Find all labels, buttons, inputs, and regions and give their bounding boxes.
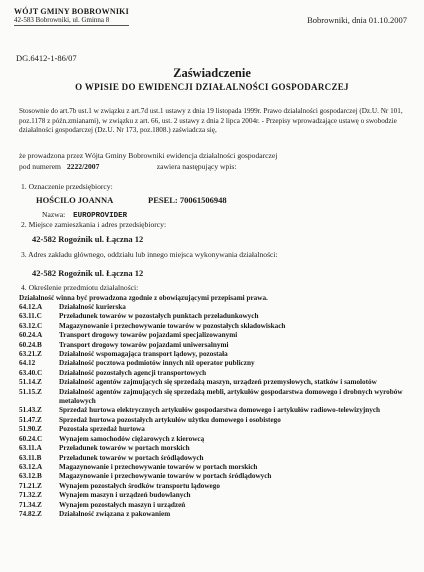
section-1-label: 1. Oznaczenie przedsiębiorcy: bbox=[21, 182, 113, 191]
activity-row bbox=[19, 406, 411, 415]
activity-row bbox=[19, 482, 411, 491]
activity-code: 71.34.Z bbox=[19, 500, 42, 509]
activity-description: Działalność agentów zajmujących się sprzedażą maszyn, urządzeń przemysłowych, statków i samolotów bbox=[59, 378, 377, 387]
activity-description: Działalność pocztowa podmiotów innych niż operator publiczny bbox=[59, 359, 255, 368]
activity-code: 51.47.Z bbox=[19, 415, 42, 424]
confirm-line-2-tail: zawiera następujący wpis: bbox=[156, 162, 237, 171]
activity-row bbox=[19, 463, 411, 472]
activity-description: Transport drogowy towarów pojazdami uniwersalnymi bbox=[59, 340, 229, 349]
activity-row bbox=[19, 510, 411, 519]
business-address: 42-582 Rogoźnik ul. Łączna 12 bbox=[32, 268, 144, 278]
activity-code: 51.15.Z bbox=[19, 387, 42, 396]
activity-description: Działalność agentów zajmujących się sprzedażą mebli, artykułów gospodarstwa domowego i drobnych wyrobów metalowych bbox=[59, 387, 403, 406]
activity-code: 74.82.Z bbox=[19, 509, 42, 518]
activity-code: 63.11.C bbox=[19, 312, 42, 321]
activity-description: Wynajem maszyn i urządzeń budowlanych bbox=[59, 491, 191, 500]
activity-code: 63.12.C bbox=[19, 321, 43, 330]
activity-description: Wynajem pozostałych maszyn i urządzeń bbox=[59, 500, 186, 509]
activity-code: 60.24.A bbox=[19, 331, 43, 340]
activity-code: 51.90.Z bbox=[19, 425, 42, 434]
activity-row bbox=[19, 472, 411, 481]
activity-row bbox=[19, 341, 411, 350]
activity-code: 64.12.A bbox=[19, 303, 43, 311]
section-4-label: 4. Określenie przedmiotu działalności: bbox=[21, 283, 139, 292]
activity-row bbox=[19, 416, 411, 425]
activity-row bbox=[19, 425, 411, 434]
section-3-label: 3. Adres zakładu głównego, oddziału lub innego miejsca wykonywania działalności: bbox=[21, 250, 278, 259]
activity-code: 71.32.Z bbox=[19, 491, 42, 500]
pesel-field bbox=[148, 195, 227, 205]
activity-code: 60.24.B bbox=[19, 340, 42, 349]
issuer-stamp bbox=[14, 7, 129, 26]
activity-code: 51.14.Z bbox=[19, 378, 42, 387]
activity-row bbox=[19, 369, 411, 378]
pesel-label: PESEL: bbox=[148, 195, 178, 205]
activity-row bbox=[19, 435, 411, 444]
activity-code: 63.12.B bbox=[19, 472, 42, 481]
activity-description: Przeładunek towarów w pozostałych punktach przeładunkowych bbox=[59, 312, 259, 321]
activity-description: Magazynowanie i przechowywanie towarów w portach śródlądowych bbox=[59, 472, 272, 481]
company-name-label: Nazwa: bbox=[42, 210, 66, 219]
legal-basis-text: Stosownie do art.7b ust.1 w związku z art.7d ust.1 ustawy z dnia 19 listopada 1999r. Prawo działalności gospodarczej (Dz.U. Nr 101, poz.1178 z późn.zmianami), w związku z art. 66, ust. 2 ustawy z dnia 2 lipca 2004r. - Przepisy wprowadzające ustawę o swobodzie działalności gospodarczej (Dz.U. Nr 173, poz.1808.) zaświadcza się, bbox=[19, 107, 403, 134]
activity-code: 63.11.B bbox=[19, 453, 42, 462]
activity-description: Działalność związana z pakowaniem bbox=[59, 509, 171, 518]
confirm-line-2 bbox=[19, 162, 236, 171]
activity-row bbox=[19, 350, 411, 359]
activity-code: 60.24.C bbox=[19, 434, 43, 443]
owner-name: HOŚCILO JOANNA bbox=[36, 195, 114, 205]
activity-description: Magazynowanie i przechowywanie towarów w portach morskich bbox=[59, 462, 258, 471]
activity-code: 71.21.Z bbox=[19, 481, 42, 490]
activity-description: Wynajem pozostałych środków transportu lądowego bbox=[59, 481, 220, 490]
activity-description: Magazynowanie i przechowywanie towarów w pozostałych składowiskach bbox=[59, 321, 286, 330]
activities-header: Działalność winna być prowadzona zgodnie z obowiązującymi przepisami prawa. bbox=[19, 294, 268, 302]
company-name: EUROPROVIDER bbox=[73, 212, 128, 220]
activity-row bbox=[19, 331, 411, 340]
activity-code: 63.11.A bbox=[19, 444, 42, 453]
activity-row bbox=[19, 388, 411, 407]
place-date: Bobrowniki, dnia 01.10.2007 bbox=[307, 15, 407, 25]
entry-number: 2222/2007 bbox=[66, 162, 100, 171]
activity-description: Sprzedaż hurtowa elektrycznych artykułów gospodarstwa domowego i artykułów radiowo-telewizyjnych bbox=[59, 406, 381, 415]
activity-code: 51.43.Z bbox=[19, 406, 42, 415]
document-title: Zaświadczenie bbox=[173, 66, 251, 80]
activity-description: Transport drogowy towarów pojazdami specjalizowanymi bbox=[59, 331, 238, 340]
entry-number-label: pod numerem bbox=[19, 162, 61, 171]
company-name-field bbox=[42, 210, 127, 220]
activity-description: Przeładunek towarów w portach morskich bbox=[59, 444, 190, 453]
activity-row bbox=[19, 378, 411, 387]
activity-description: Pozostała sprzedaż hurtowa bbox=[59, 425, 145, 434]
pesel-value: 70061506948 bbox=[179, 195, 227, 205]
activity-row bbox=[19, 322, 411, 331]
activity-description: Wynajem samochodów ciężarowych z kierowcą bbox=[59, 434, 205, 443]
activity-row bbox=[19, 303, 411, 312]
activity-code: 64.12 bbox=[19, 359, 36, 368]
activity-row bbox=[19, 312, 411, 321]
section-2-label: 2. Miejsce zamieszkania i adres przedsiębiorcy: bbox=[21, 220, 167, 229]
activity-description: Działalność kurierska bbox=[59, 303, 126, 311]
reference-number: DG.6412-1-86/07 bbox=[16, 53, 77, 63]
activity-row bbox=[19, 454, 411, 463]
activities-list bbox=[19, 294, 411, 519]
activity-row bbox=[19, 359, 411, 368]
activity-code: 63.40.C bbox=[19, 368, 43, 377]
residence-address: 42-582 Rogoźnik ul. Łączna 12 bbox=[32, 234, 144, 244]
activity-code: 63.21.Z bbox=[19, 350, 42, 359]
confirm-line-1: że prowadzona przez Wójta Gminy Bobrowniki ewidencja działalności gospodarczej bbox=[19, 151, 278, 160]
activity-description: Sprzedaż hurtowa pozostałych artykułów użytku domowego i osobistego bbox=[59, 415, 281, 424]
activity-row bbox=[19, 491, 411, 500]
activity-description: Działalność wspomagająca transport lądowy, pozostała bbox=[59, 350, 228, 359]
activity-description: Przeładunek towarów w portach śródlądowych bbox=[59, 453, 204, 462]
stamp-address: 42-583 Bobrowniki, ul. Gminna 8 bbox=[14, 16, 110, 24]
activities-rows bbox=[19, 303, 411, 519]
activity-description: Działalność pozostałych agencji transportowych bbox=[59, 368, 207, 377]
activity-code: 63.12.A bbox=[19, 462, 43, 471]
stamp-title: WÓJT GMINY BOBROWNIKI bbox=[14, 7, 129, 16]
activity-row bbox=[19, 501, 411, 510]
document-subtitle: O WPISIE DO EWIDENCJI DZIAŁALNOŚCI GOSPODARCZEJ bbox=[75, 82, 349, 92]
activity-row bbox=[19, 444, 411, 453]
